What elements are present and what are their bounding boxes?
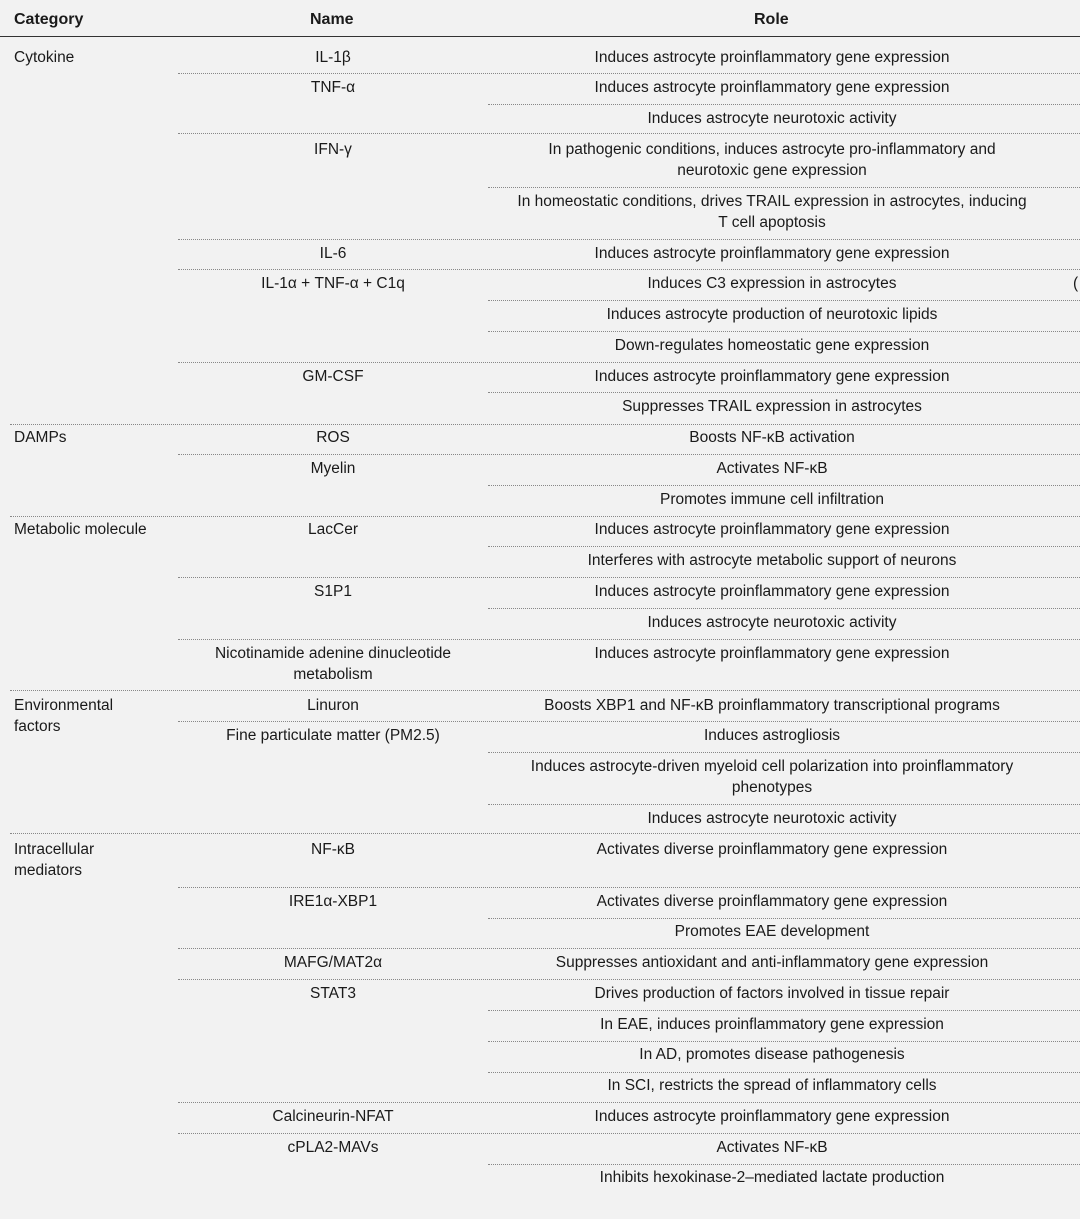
name-cell	[183, 582, 483, 603]
row-divider	[178, 454, 1080, 455]
row-divider	[10, 424, 1080, 425]
role-cell	[482, 490, 1062, 511]
name-cell	[183, 696, 483, 717]
role-cell-line: Down-regulates homeostatic gene expression	[614, 337, 930, 354]
role-cell-line: Suppresses TRAIL expression in astrocytes	[622, 398, 922, 415]
role-cell-line: Interferes with astrocyte metabolic support of neurons	[587, 552, 957, 569]
role-cell	[482, 1138, 1062, 1159]
category-cell	[14, 840, 94, 881]
name-cell	[183, 1107, 483, 1128]
row-divider	[178, 1102, 1080, 1103]
name-cell	[183, 1138, 483, 1159]
role-cell	[482, 1076, 1062, 1097]
header-name: Name	[310, 11, 354, 28]
name-cell-line: MAFG/MAT2α	[283, 954, 383, 971]
role-cell-line: Induces C3 expression in astrocytes	[647, 275, 897, 292]
name-cell-line: NF-κB	[311, 841, 355, 858]
name-cell-line: TNF-α	[310, 79, 356, 96]
row-divider	[488, 104, 1080, 105]
row-divider	[10, 833, 1080, 834]
name-cell	[183, 48, 483, 69]
row-divider	[10, 690, 1080, 691]
row-divider	[178, 362, 1080, 363]
row-divider	[10, 516, 1080, 517]
role-cell-line: Drives production of factors involved in tissue repair	[594, 985, 950, 1002]
row-divider	[178, 1133, 1080, 1134]
role-cell	[482, 367, 1062, 388]
role-cell-line: Induces astrocyte proinflammatory gene expression	[594, 521, 950, 538]
category-cell-line: Environmental	[14, 697, 114, 714]
row-divider	[488, 1164, 1080, 1165]
name-cell-line: STAT3	[310, 985, 356, 1002]
role-cell-line: Induces astrocyte neurotoxic activity	[647, 110, 897, 127]
row-divider	[488, 918, 1080, 919]
name-cell	[183, 840, 483, 861]
role-cell	[482, 336, 1062, 357]
row-divider	[178, 639, 1080, 640]
role-cell	[482, 757, 1062, 798]
role-cell	[482, 459, 1062, 480]
role-cell-line: Inhibits hexokinase-2–mediated lactate production	[599, 1169, 945, 1186]
row-divider	[488, 752, 1080, 753]
name-cell-line: S1P1	[314, 583, 352, 600]
role-cell-line: In SCI, restricts the spread of inflammatory cells	[607, 1077, 937, 1094]
role-cell-line: Induces astrogliosis	[703, 727, 841, 744]
row-divider	[178, 887, 1080, 888]
role-cell	[482, 840, 1062, 861]
role-cell	[482, 696, 1062, 717]
name-cell	[183, 140, 483, 161]
name-cell	[183, 78, 483, 99]
name-cell	[183, 520, 483, 541]
row-divider	[488, 331, 1080, 332]
header-role: Role	[754, 11, 789, 28]
role-cell	[482, 1107, 1062, 1128]
role-cell-line: T cell apoptosis	[718, 213, 826, 231]
role-cell-line: phenotypes	[731, 778, 813, 796]
row-divider	[488, 300, 1080, 301]
row-divider	[488, 1041, 1080, 1042]
role-cell-line: In homeostatic conditions, drives TRAIL expression in astrocytes, inducing	[517, 193, 1027, 210]
role-cell-line: Induces astrocyte proinflammatory gene expression	[594, 368, 950, 385]
row-divider	[178, 721, 1080, 722]
row-divider	[178, 133, 1080, 134]
name-cell	[183, 953, 483, 974]
role-cell	[482, 520, 1062, 541]
category-cell	[14, 48, 74, 69]
category-cell-line: Metabolic molecule	[14, 521, 147, 538]
role-cell-line: Boosts NF-κB activation	[689, 429, 855, 446]
row-divider	[178, 269, 1080, 270]
role-cell	[482, 809, 1062, 830]
role-cell	[482, 1045, 1062, 1066]
row-divider	[488, 804, 1080, 805]
name-cell-line: IL-6	[319, 245, 347, 262]
name-cell	[183, 367, 483, 388]
role-cell	[482, 244, 1062, 265]
name-cell	[183, 274, 483, 295]
name-cell	[183, 244, 483, 265]
category-cell	[14, 428, 67, 449]
role-cell	[482, 984, 1062, 1005]
name-cell-line: LacCer	[308, 521, 358, 538]
role-cell	[482, 305, 1062, 326]
role-cell-line: In EAE, induces proinflammatory gene expression	[600, 1016, 944, 1033]
role-cell-line: Induces astrocyte proinflammatory gene expression	[594, 49, 950, 66]
row-divider	[178, 979, 1080, 980]
role-cell-line: Induces astrocyte proinflammatory gene expression	[594, 245, 950, 262]
category-cell	[14, 520, 147, 541]
name-cell-line: IL-1β	[315, 49, 351, 66]
name-cell-line: IL-1α + TNF-α + C1q	[261, 275, 405, 292]
cut-off-text-fragment: (	[1073, 275, 1079, 292]
role-cell	[482, 192, 1062, 233]
role-cell-line: Promotes EAE development	[674, 923, 870, 940]
category-cell	[14, 696, 113, 737]
role-cell-line: In pathogenic conditions, induces astrocyte pro-inflammatory and	[548, 141, 996, 158]
role-cell	[482, 551, 1062, 572]
role-cell-line: Boosts XBP1 and NF-κB proinflammatory transcriptional programs	[544, 697, 1000, 714]
row-divider	[488, 485, 1080, 486]
role-cell	[482, 109, 1062, 130]
name-cell-line: ROS	[316, 429, 350, 446]
role-cell	[482, 274, 1062, 295]
role-cell-line: Activates NF-κB	[716, 1139, 828, 1156]
role-cell-line: In AD, promotes disease pathogenesis	[639, 1046, 905, 1063]
role-cell	[482, 1168, 1062, 1189]
role-cell	[482, 953, 1062, 974]
header-rule	[0, 36, 1080, 37]
name-cell-line: metabolism	[293, 665, 373, 683]
role-cell-line: Induces astrocyte production of neurotoxic lipids	[606, 306, 938, 323]
role-cell-line: Induces astrocyte neurotoxic activity	[647, 614, 897, 631]
name-cell	[183, 892, 483, 913]
category-cell-line: factors	[14, 717, 61, 735]
row-divider	[178, 239, 1080, 240]
name-cell-line: cPLA2-MAVs	[287, 1139, 379, 1156]
name-cell-line: Nicotinamide adenine dinucleotide	[214, 645, 452, 662]
role-cell	[482, 78, 1062, 99]
role-cell-line: Induces astrocyte proinflammatory gene expression	[594, 1108, 950, 1125]
row-divider	[178, 948, 1080, 949]
role-cell	[482, 1015, 1062, 1036]
row-divider	[178, 577, 1080, 578]
role-cell-line: Promotes immune cell infiltration	[660, 491, 884, 508]
name-cell-line: Calcineurin-NFAT	[272, 1108, 394, 1125]
row-divider	[488, 392, 1080, 393]
row-divider	[488, 1010, 1080, 1011]
role-cell-line: Induces astrocyte proinflammatory gene expression	[594, 79, 950, 96]
role-cell-line: Activates NF-κB	[716, 460, 828, 477]
header-category: Category	[14, 11, 84, 28]
name-cell	[183, 726, 483, 747]
name-cell-line: Myelin	[310, 460, 356, 477]
role-cell	[482, 48, 1062, 69]
role-cell-line: Induces astrocyte-driven myeloid cell polarization into proinflammatory	[530, 758, 1014, 775]
category-cell-line: DAMPs	[14, 429, 67, 446]
role-cell	[482, 613, 1062, 634]
role-cell-line: Suppresses antioxidant and anti-inflammatory gene expression	[555, 954, 989, 971]
role-cell-line: Induces astrocyte proinflammatory gene expression	[594, 583, 950, 600]
name-cell-line: Linuron	[307, 697, 359, 714]
role-cell	[482, 140, 1062, 181]
name-cell	[183, 644, 483, 685]
role-cell	[482, 582, 1062, 603]
role-cell	[482, 397, 1062, 418]
role-cell-line: Induces astrocyte neurotoxic activity	[647, 810, 897, 827]
name-cell-line: IFN-γ	[314, 141, 352, 158]
role-cell-line: Induces astrocyte proinflammatory gene expression	[594, 645, 950, 662]
category-cell-line: mediators	[14, 861, 83, 879]
name-cell-line: IRE1α-XBP1	[288, 893, 378, 910]
role-cell	[482, 428, 1062, 449]
role-cell	[482, 892, 1062, 913]
role-cell	[482, 922, 1062, 943]
role-cell-line: Activates diverse proinflammatory gene expression	[596, 893, 948, 910]
role-cell-line: neurotoxic gene expression	[677, 161, 867, 179]
name-cell-line: GM-CSF	[302, 368, 364, 385]
row-divider	[488, 187, 1080, 188]
row-divider	[178, 73, 1080, 74]
row-divider	[488, 608, 1080, 609]
name-cell-line: Fine particulate matter (PM2.5)	[226, 727, 440, 744]
role-cell-line: Activates diverse proinflammatory gene expression	[596, 841, 948, 858]
row-divider	[488, 1072, 1080, 1073]
row-divider	[488, 546, 1080, 547]
name-cell	[183, 459, 483, 480]
role-cell	[482, 644, 1062, 665]
name-cell	[183, 428, 483, 449]
category-cell-line: Cytokine	[14, 49, 75, 66]
name-cell	[183, 984, 483, 1005]
category-cell-line: Intracellular	[14, 841, 95, 858]
role-cell	[482, 726, 1062, 747]
